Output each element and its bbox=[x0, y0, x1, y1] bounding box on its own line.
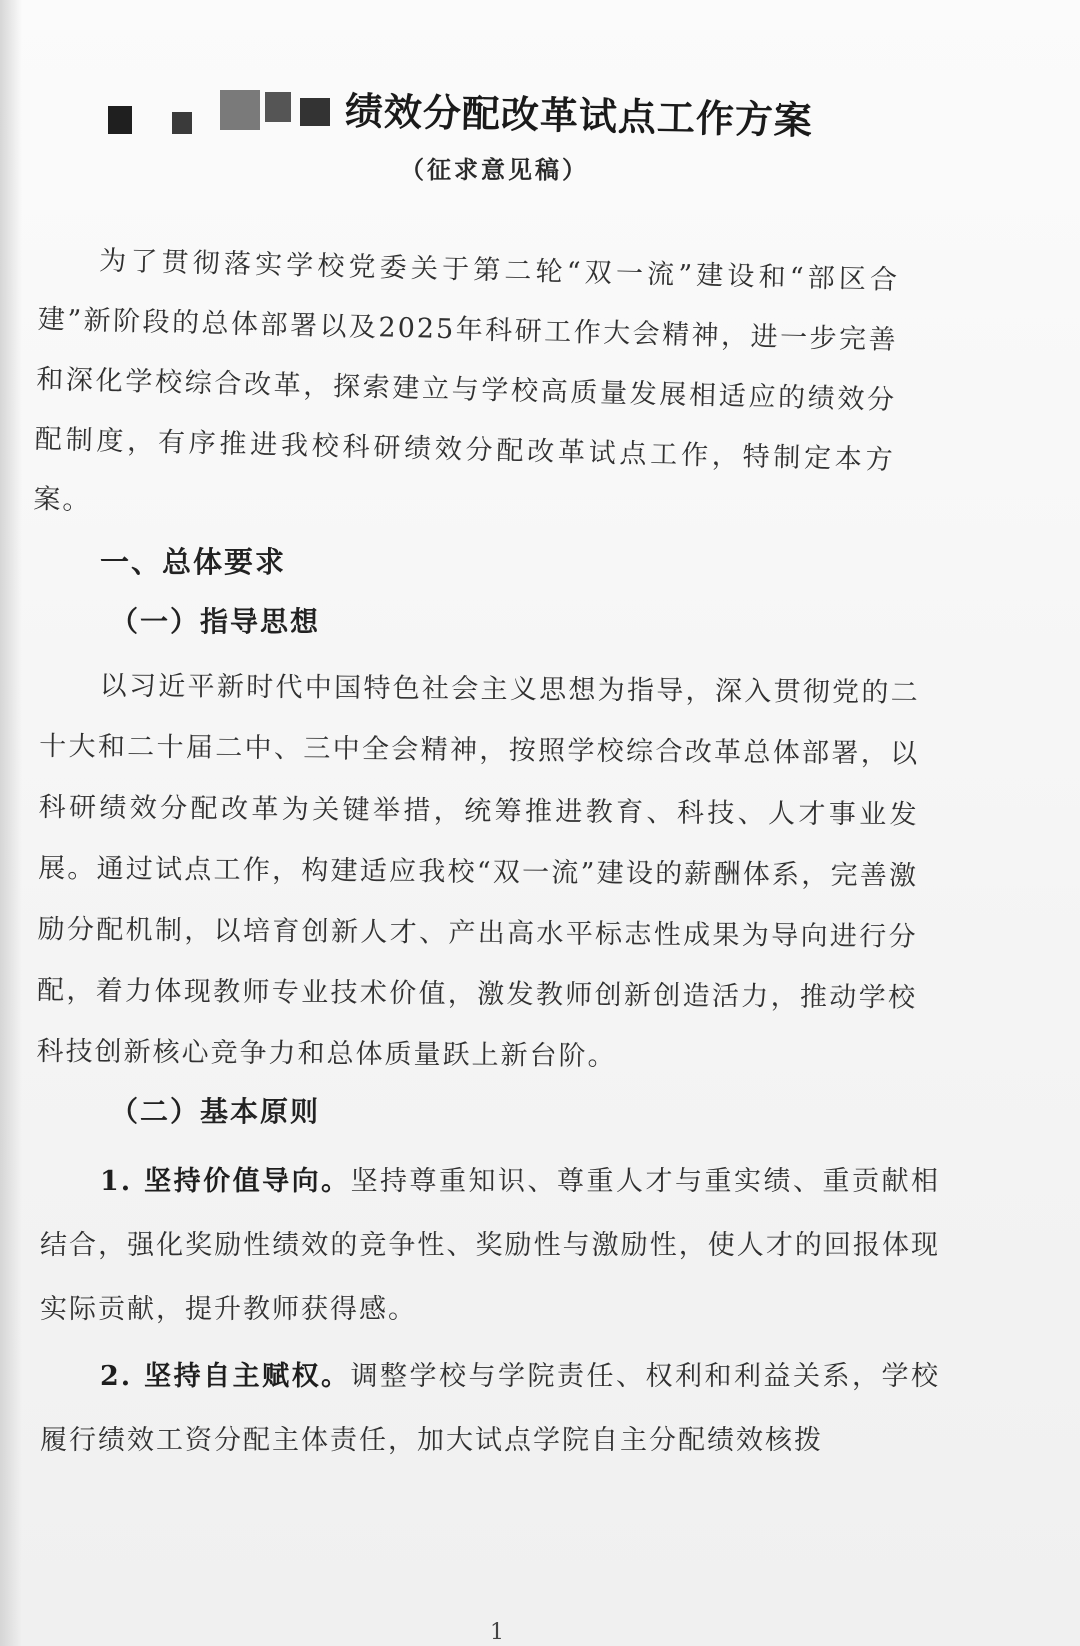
principle-item-2-body: 调整学校与学院责任、权利和利益关系，学校履行绩效工资分配主体责任，加大试点学院自主分配绩效核拨 bbox=[40, 1361, 940, 1456]
principle-item-1-body: 坚持尊重知识、尊重人才与重实绩、重贡献相结合，强化奖励性绩效的竞争性、奖励性与激励性，使人才的回报体现实际贡献，提升教师获得感。 bbox=[40, 1166, 940, 1325]
subsection-heading-guiding-ideology: （一）指导思想 bbox=[110, 605, 321, 638]
document-title: 绩效分配改革试点工作方案 bbox=[344, 88, 814, 143]
principle-item-2-head: 2. 坚持自主赋权。 bbox=[100, 1361, 351, 1392]
principle-item-1-head: 1. 坚持价值导向。 bbox=[100, 1166, 351, 1197]
redaction-block bbox=[300, 98, 330, 126]
document-subtitle: （征求意见稿） bbox=[400, 155, 589, 184]
principle-item-1 bbox=[40, 1150, 940, 1342]
section-heading-general-requirements: 一、总体要求 bbox=[100, 545, 287, 579]
subsection-heading-basic-principles: （二）基本原则 bbox=[110, 1095, 321, 1128]
page-edge-shadow bbox=[0, 0, 22, 1646]
principle-item-2 bbox=[40, 1345, 940, 1473]
redaction-block bbox=[265, 92, 291, 122]
page-number: 1 bbox=[490, 1620, 504, 1645]
intro-paragraph: 为了贯彻落实学校党委关于第二轮“双一流”建设和“部区合建”新阶段的总体部署以及2025年科研工作大会精神，进一步完善和深化学校综合改革，探索建立与学校高质量发展相适应的绩效分配制度，有序推进我校科研绩效分配改革试点工作，特制定本方案。 bbox=[33, 245, 900, 517]
title-row bbox=[100, 70, 920, 160]
guiding-ideology-paragraph: 以习近平新时代中国特色社会主义思想为指导，深入贯彻党的二十大和二十届二中、三中全会精神，按照学校综合改革总体部署，以科研绩效分配改革为关键举措，统筹推进教育、科技、人才事业发展。通过试点工作，构建适应我校“双一流”建设的薪酬体系，完善激励分配机制，以培育创新人才、产出高水平标志性成果为导向进行分配，着力体现教师专业技术价值，激发教师创新创造活力，推动学校科技创新核心竞争力和总体质量跃上新台阶。 bbox=[36, 670, 920, 1073]
redaction-block bbox=[108, 106, 132, 134]
redaction-block bbox=[172, 112, 192, 134]
redaction-block bbox=[220, 90, 260, 130]
